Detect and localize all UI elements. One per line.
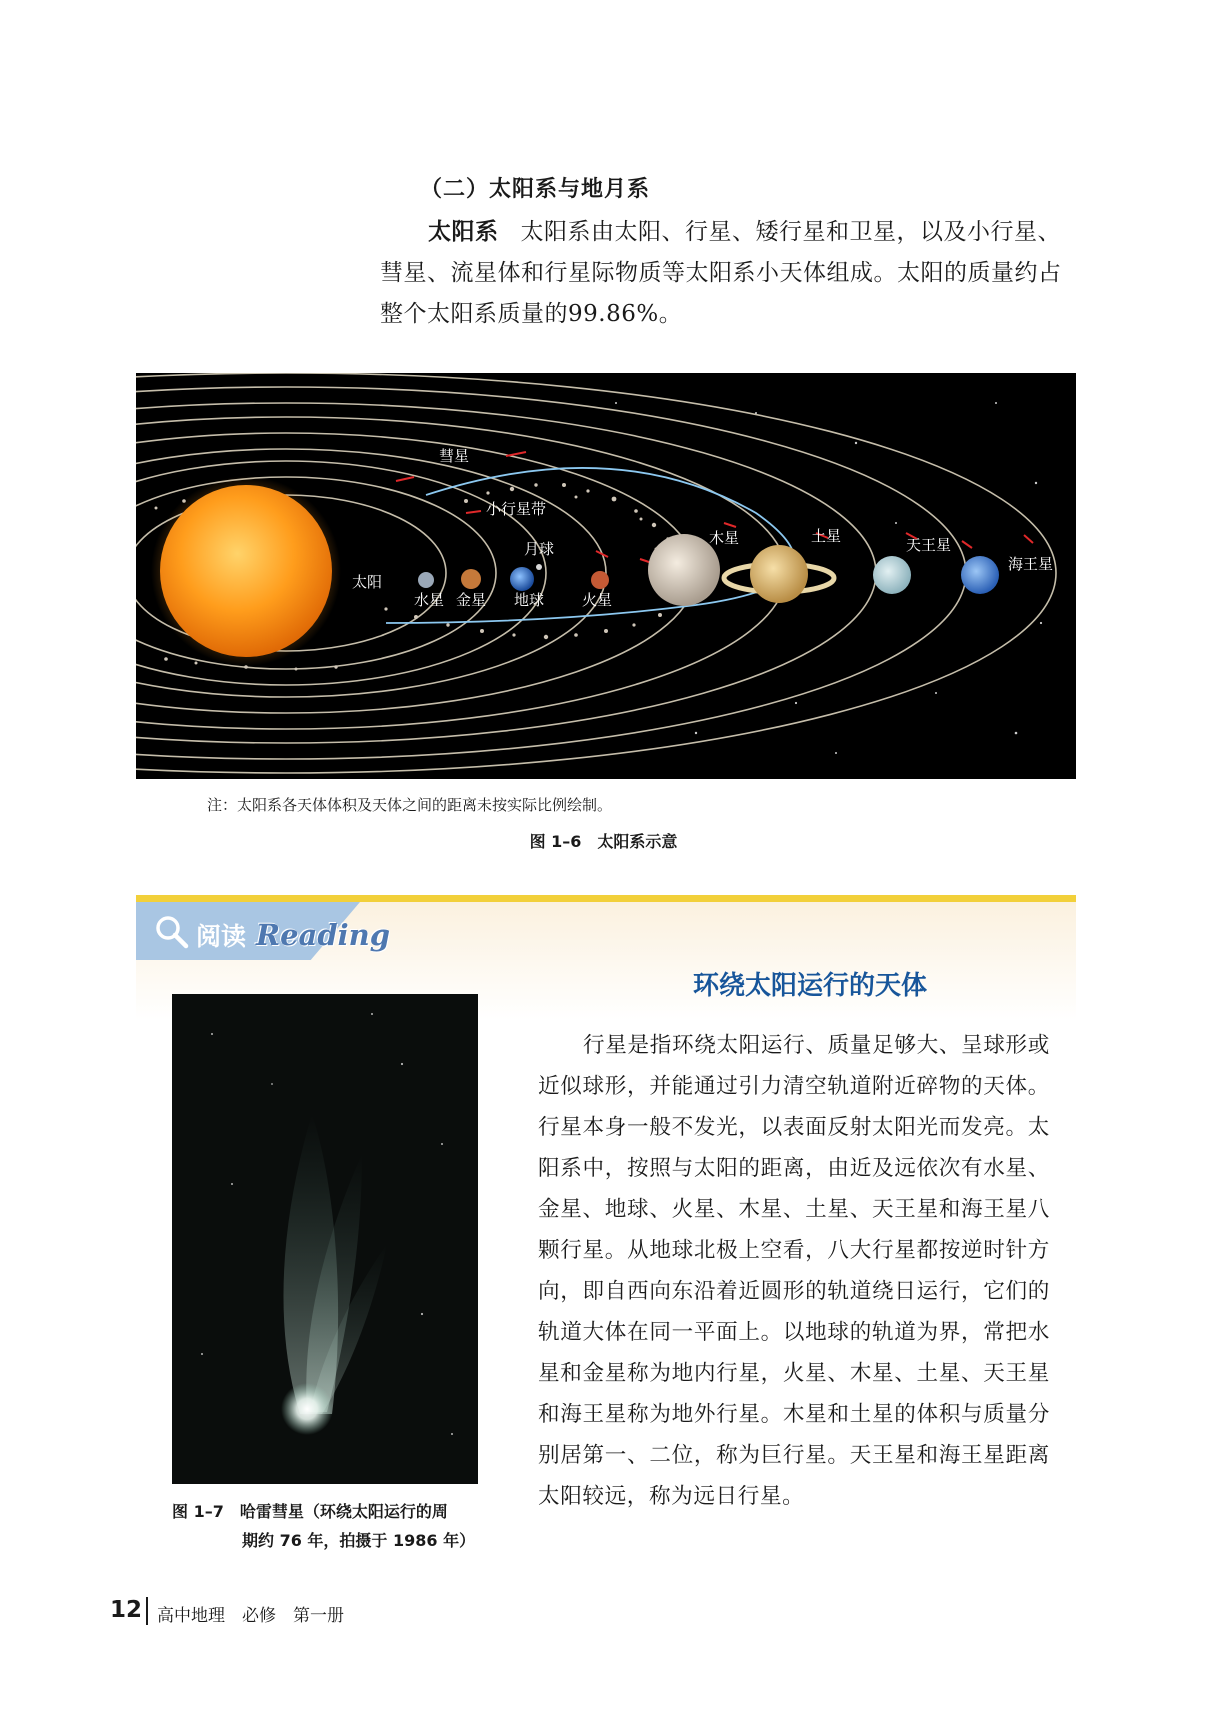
figure-1-7-caption-line1: 图 1–7 哈雷彗星（环绕太阳运行的周 bbox=[172, 1502, 448, 1521]
asteroid-belt-label: 小行星带 bbox=[486, 500, 547, 518]
book-title: 高中地理 必修 第一册 bbox=[157, 1606, 344, 1626]
magnifier-icon bbox=[154, 914, 190, 950]
page-number: 12 bbox=[110, 1597, 143, 1623]
figure-1-7-caption bbox=[172, 1497, 492, 1555]
neptune-label: 海王星 bbox=[1008, 555, 1054, 573]
sun-label: 太阳 bbox=[352, 573, 383, 591]
uranus-label: 天王星 bbox=[906, 536, 952, 554]
mercury-label: 水星 bbox=[414, 591, 445, 609]
saturn bbox=[724, 545, 834, 603]
reading-title: 环绕太阳运行的天体 bbox=[692, 971, 927, 1001]
reading-label-cn: 阅读 bbox=[196, 922, 247, 951]
uranus bbox=[873, 556, 911, 594]
solar-system-definition: 太阳系由太阳、行星、矮行星和卫星，以及小行星、彗星、流星体和行星际物质等太阳系小天体组成。太阳的质量约占整个太阳系质量的99.86%。 bbox=[380, 219, 1062, 327]
footer-divider bbox=[146, 1597, 148, 1625]
solar-system-diagram bbox=[136, 373, 1076, 779]
jupiter-label: 木星 bbox=[709, 529, 740, 547]
mars bbox=[591, 571, 609, 589]
halley-comet-photo bbox=[172, 994, 478, 1484]
reading-body: 行星是指环绕太阳运行、质量足够大、呈球形或近似球形，并能通过引力清空轨道附近碎物的天体。行星本身一般不发光，以表面反射太阳光而发亮。太阳系中，按照与太阳的距离，由近及远依次有水星、金星、地球、火星、木星、土星、天王星和海王星八颗行星。从地球北极上空看，八大行星都按逆时针方向，即自西向东沿着近圆形的轨道绕日运行，它们的轨道大体在同一平面上。以地球的轨道为界，常把水星和金星称为地内行星，火星、木星、土星、天王星和海王星称为地外行星。木星和土星的体积与质量分别居第一、二位，称为巨行星。天王星和海王星距离太阳较远，称为远日行星。 bbox=[538, 1033, 1050, 1509]
reading-label-en: Reading bbox=[256, 918, 390, 952]
figure-1-7-caption-line2: 期约 76 年，拍摄于 1986 年） bbox=[242, 1531, 476, 1550]
saturn-label: 土星 bbox=[811, 527, 842, 545]
figure-1-6-note: 注：太阳系各天体体积及天体之间的距离未按实际比例绘制。 bbox=[207, 796, 613, 814]
mercury bbox=[418, 572, 434, 588]
solar-system-paragraph bbox=[380, 212, 1080, 335]
neptune bbox=[961, 556, 999, 594]
venus-label: 金星 bbox=[456, 591, 487, 609]
figure-1-6-caption: 图 1–6 太阳系示意 bbox=[529, 832, 678, 851]
earth-label: 地球 bbox=[514, 591, 545, 609]
sun bbox=[160, 485, 332, 657]
moon bbox=[536, 564, 542, 570]
moon-label: 月球 bbox=[524, 540, 555, 558]
earth bbox=[510, 567, 534, 591]
venus bbox=[461, 569, 481, 589]
mars-label: 火星 bbox=[582, 591, 613, 609]
solar-system-term: 太阳系 bbox=[428, 219, 499, 245]
section-heading: （二）太阳系与地月系 bbox=[420, 177, 651, 202]
comet-label: 彗星 bbox=[439, 447, 470, 465]
